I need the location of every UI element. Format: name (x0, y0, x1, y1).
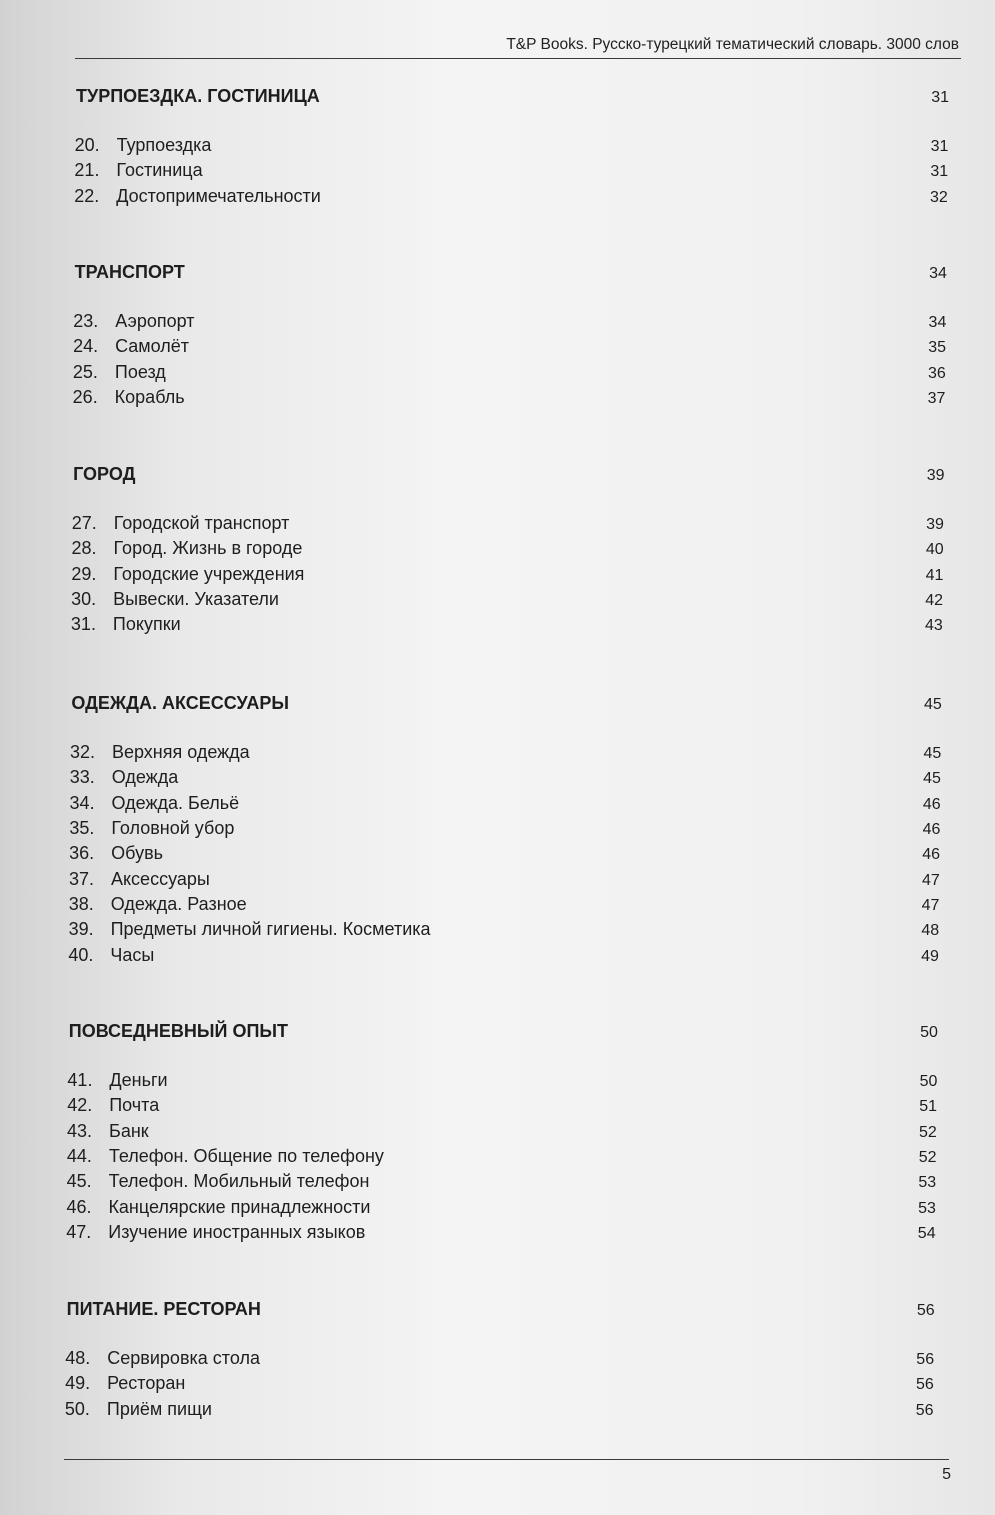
toc-entry (66, 1197, 370, 1221)
entry-title: Деньги (109, 1070, 168, 1090)
toc-entry (72, 513, 290, 537)
section-page-number: 31 (931, 89, 949, 106)
entry-title: Аэропорт (115, 311, 195, 331)
toc-entry (67, 1095, 159, 1119)
section-heading: ПОВСЕДНЕВНЫЙ ОПЫТ (68, 1021, 288, 1041)
toc-entry (65, 1399, 212, 1423)
entry-page-number: 41 (925, 566, 944, 584)
entry-title: Часы (110, 944, 155, 965)
entry-title: Ресторан (107, 1373, 186, 1394)
running-header: T&P Books. Русско-турецкий тематический словарь. 3000 слов (506, 36, 959, 53)
entry-page-number: 35 (928, 339, 947, 357)
entry-number: 23. (73, 311, 99, 331)
entry-title: Канцелярские принадлежности (108, 1196, 371, 1217)
entry-page-number: 46 (922, 846, 941, 864)
entry-page-number: 42 (925, 592, 944, 610)
entry-title: Головной убор (111, 818, 235, 839)
entry-number: 25. (72, 361, 98, 382)
entry-number: 22. (74, 185, 100, 206)
entry-page-number: 46 (922, 795, 941, 813)
entry-title: Гостиница (116, 160, 203, 181)
entry-page-number: 50 (919, 1073, 938, 1090)
entry-title: Достопримечательности (116, 185, 321, 206)
entry-page-number: 56 (916, 1351, 935, 1368)
entry-title: Городской транспорт (113, 513, 290, 533)
entry-number: 31. (70, 614, 96, 635)
entry-number: 20. (74, 135, 100, 155)
section-heading: ПИТАНИЕ. РЕСТОРАН (66, 1299, 261, 1319)
entry-title: Покупки (112, 614, 181, 635)
toc-entry (70, 767, 178, 791)
entry-page-number: 32 (930, 188, 948, 206)
toc-entry (67, 1171, 370, 1195)
toc-entry (72, 538, 303, 562)
toc-entry (71, 564, 304, 588)
entry-number: 46. (66, 1196, 92, 1217)
entry-title: Банк (109, 1120, 149, 1141)
toc-entry (69, 843, 163, 867)
entry-number: 28. (71, 538, 97, 559)
entry-page-number: 53 (918, 1199, 936, 1217)
toc-entry (65, 1373, 185, 1397)
toc-entry (67, 1121, 149, 1145)
toc-entry (74, 160, 202, 184)
section-page-number: 50 (920, 1024, 938, 1041)
entry-title: Самолёт (115, 336, 190, 357)
footer-rule (64, 1459, 949, 1460)
entry-title: Корабль (114, 387, 185, 408)
entry-page-number: 45 (923, 770, 941, 788)
entry-number: 27. (71, 513, 97, 533)
entry-title: Предметы личной гигиены. Косметика (110, 919, 431, 940)
toc-entry (74, 186, 321, 210)
section-page-number: 56 (916, 1302, 935, 1319)
entry-number: 50. (64, 1398, 90, 1419)
entry-title: Телефон. Общение по телефону (108, 1146, 384, 1167)
entry-title: Сервировка стола (107, 1348, 260, 1368)
entry-title: Вывески. Указатели (113, 589, 279, 610)
entry-number: 43. (67, 1120, 93, 1141)
entry-page-number: 52 (918, 1149, 937, 1167)
entry-page-number: 52 (918, 1123, 937, 1141)
entry-title: Одежда (111, 767, 179, 788)
entry-page-number: 46 (922, 821, 941, 839)
entry-number: 49. (65, 1373, 91, 1394)
toc-entry (73, 336, 189, 360)
toc-entry (69, 818, 234, 842)
entry-page-number: 31 (930, 163, 949, 181)
toc-entry (68, 945, 154, 969)
toc-entry (73, 362, 166, 386)
section-heading: ТРАНСПОРТ (74, 262, 185, 282)
entry-page-number: 43 (924, 617, 943, 635)
page-number: 5 (942, 1466, 951, 1483)
entry-page-number: 40 (925, 541, 944, 559)
entry-number: 32. (69, 742, 95, 762)
entry-number: 29. (71, 563, 97, 584)
toc-entry (70, 793, 240, 817)
entry-number: 34. (69, 792, 95, 813)
section-page-number: 45 (924, 696, 942, 713)
toc-entry (69, 894, 247, 918)
entry-number: 39. (68, 919, 94, 940)
entry-title: Одежда. Бельё (111, 792, 240, 813)
entry-page-number: 31 (930, 138, 949, 155)
entry-page-number: 54 (917, 1225, 936, 1243)
entry-number: 45. (66, 1171, 92, 1192)
entry-title: Обувь (111, 843, 164, 864)
entry-number: 36. (69, 843, 95, 864)
entry-number: 26. (72, 387, 98, 408)
entry-title: Городские учреждения (113, 563, 305, 584)
entry-number: 38. (68, 894, 94, 915)
entry-page-number: 47 (921, 871, 940, 889)
entry-number: 47. (66, 1222, 92, 1243)
entry-title: Поезд (114, 361, 166, 382)
entry-number: 37. (68, 868, 94, 889)
toc-entry (67, 1070, 167, 1094)
toc-entry (73, 311, 194, 335)
entry-title: Город. Жизнь в городе (113, 538, 303, 559)
entry-page-number: 49 (921, 947, 939, 965)
toc-entry (69, 919, 431, 943)
entry-page-number: 56 (916, 1376, 934, 1394)
toc-entry (71, 614, 181, 638)
entry-title: Верхняя одежда (111, 742, 250, 762)
entry-number: 30. (71, 589, 97, 610)
section-page-number: 39 (926, 467, 945, 484)
entry-page-number: 36 (927, 364, 946, 382)
entry-title: Приём пищи (106, 1398, 212, 1419)
entry-number: 44. (66, 1146, 92, 1167)
entry-number: 42. (67, 1095, 93, 1116)
toc-entry (69, 869, 210, 893)
entry-title: Турпоездка (116, 135, 212, 155)
entry-page-number: 51 (919, 1098, 938, 1116)
entry-number: 33. (69, 767, 95, 788)
entry-title: Почта (109, 1095, 160, 1116)
entry-title: Одежда. Разное (110, 894, 247, 915)
entry-page-number: 39 (926, 516, 944, 533)
entry-number: 35. (69, 818, 95, 839)
toc-entry (66, 1222, 365, 1246)
toc-entry (67, 1146, 384, 1170)
entry-page-number: 45 (923, 745, 942, 762)
section-heading: ОДЕЖДА. АКСЕССУАРЫ (71, 693, 289, 713)
toc-entry (70, 742, 250, 766)
entry-title: Телефон. Мобильный телефон (108, 1171, 370, 1192)
entry-page-number: 34 (928, 314, 947, 331)
entry-title: Изучение иностранных языков (108, 1222, 366, 1243)
entry-page-number: 47 (921, 897, 940, 915)
toc-entry (71, 589, 279, 613)
entry-page-number: 48 (921, 922, 940, 940)
entry-number: 21. (74, 160, 100, 181)
entry-title: Аксессуары (110, 868, 210, 889)
entry-number: 40. (68, 944, 94, 965)
entry-number: 24. (73, 336, 99, 357)
section-page-number: 34 (929, 265, 947, 282)
entry-number: 41. (67, 1070, 93, 1090)
entry-page-number: 37 (927, 390, 946, 408)
toc-entry (75, 135, 212, 159)
section-heading: ТУРПОЕЗДКА. ГОСТИНИЦА (76, 86, 320, 106)
entry-number: 48. (65, 1348, 91, 1368)
entry-page-number: 56 (915, 1401, 934, 1419)
entry-page-number: 53 (918, 1174, 937, 1192)
toc-entry (73, 387, 185, 411)
toc-entry (65, 1348, 260, 1372)
section-heading: ГОРОД (73, 464, 136, 484)
